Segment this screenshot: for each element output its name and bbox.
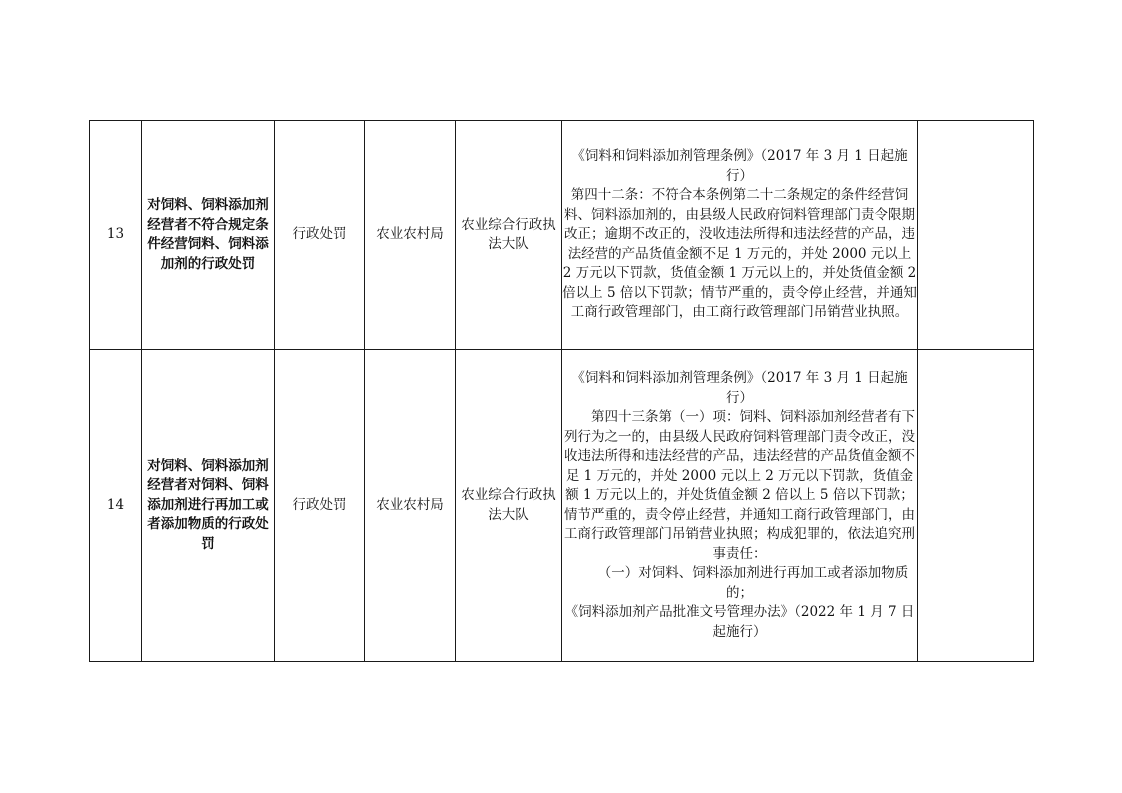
remarks-cell bbox=[918, 121, 1034, 350]
item-name: 对饲料、饲料添加剂经营者对饲料、饲料添加剂进行再加工或者添加物质的行政处罚 bbox=[142, 350, 275, 662]
basis-article: 第四十三条第（一）项：饲料、饲料添加剂经营者有下列行为之一的，由县级人民政府饲料管理部门责令改正，没收违法所得和违法经营的产品，违法经营的产品货值金额不足 1 万元的，并处 2000 元以上 2 万元以下罚款，货值金额 1 万元以上的，并处货值金额 2 倍以上 5 倍以下罚款；情节严重的，责令停止经营，并通知工商行政管理部门，由工商行政管理部门吊销营业执照；构成犯罪的，依法追究刑事责任： bbox=[564, 409, 915, 562]
responsible-department: 农业农村局 bbox=[365, 121, 456, 350]
table-row bbox=[90, 350, 1034, 662]
basis-article: 第四十二条：不符合本条例第二十二条规定的条件经营饲料、饲料添加剂的，由县级人民政府饲料管理部门责令限期改正；逾期不改正的，没收违法所得和违法经营的产品，违法经营的产品货值金额不足 1 万元的，并处 2000 元以上 2 万元以下罚款，货值金额 1 万元以上的，并处货值金额 2 倍以上 5 倍以下罚款；情节严重的，责令停止经营，并通知工商行政管理部门，由工商行政管理部门吊销营业执照。 bbox=[562, 187, 917, 321]
basis-source: 《饲料和饲料添加剂管理条例》（2017 年 3 月 1 日起施行） bbox=[571, 370, 908, 406]
row-number: 13 bbox=[90, 121, 142, 350]
legal-basis bbox=[562, 350, 918, 662]
regulation-table bbox=[89, 120, 1034, 662]
item-category: 行政处罚 bbox=[275, 121, 365, 350]
remarks-cell bbox=[918, 350, 1034, 662]
basis-source-2: 《饲料添加剂产品批准文号管理办法》（2022 年 1 月 7 日起施行） bbox=[564, 604, 915, 640]
basis-source: 《饲料和饲料添加剂管理条例》（2017 年 3 月 1 日起施行） bbox=[571, 148, 908, 184]
item-category: 行政处罚 bbox=[275, 350, 365, 662]
responsible-department: 农业农村局 bbox=[365, 350, 456, 662]
table-row bbox=[90, 121, 1034, 350]
basis-clause: （一）对饲料、饲料添加剂进行再加工或者添加物质的； bbox=[597, 565, 909, 601]
legal-basis bbox=[562, 121, 918, 350]
item-name: 对饲料、饲料添加剂经营者不符合规定条件经营饲料、饲料添加剂的行政处罚 bbox=[142, 121, 275, 350]
enforcement-unit: 农业综合行政执法大队 bbox=[456, 121, 562, 350]
row-number: 14 bbox=[90, 350, 142, 662]
enforcement-unit: 农业综合行政执法大队 bbox=[456, 350, 562, 662]
